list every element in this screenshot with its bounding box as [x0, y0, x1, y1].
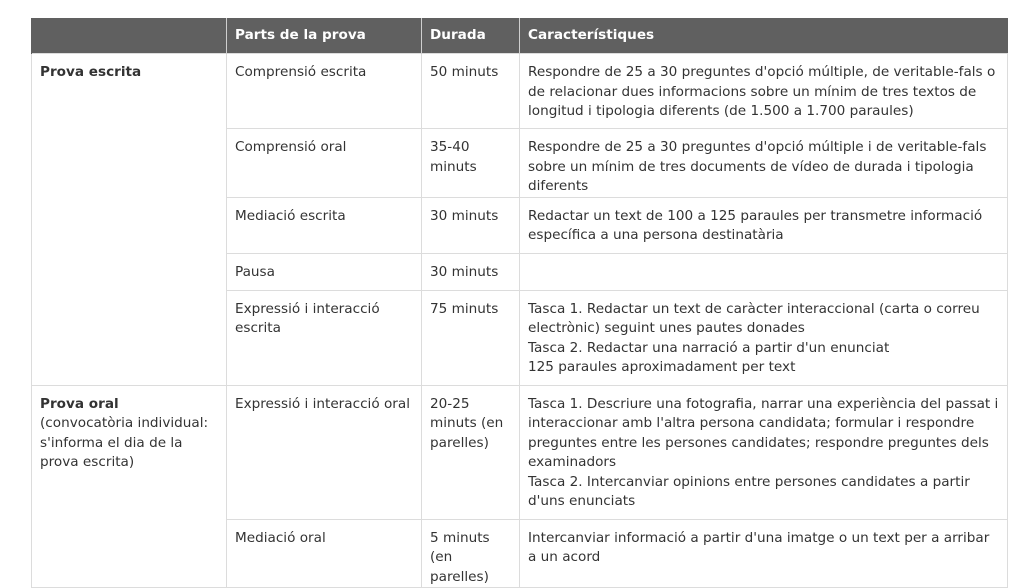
section-cell-oral — [32, 385, 227, 588]
part-cell: Comprensió escrita — [227, 54, 422, 129]
details-line: Respondre de 25 a 30 preguntes d'opció múltiple i de veritable-fals sobre un mínim de tres documents de vídeo de durada i tipologia diferents — [528, 139, 987, 194]
part-cell: Expressió i interacció oral — [227, 385, 422, 519]
details-cell — [520, 385, 1008, 519]
part-cell: Comprensió oral — [227, 129, 422, 198]
details-cell — [520, 197, 1008, 253]
details-cell — [520, 129, 1008, 198]
header-duration: Durada — [422, 18, 520, 54]
part-cell: Expressió i interacció escrita — [227, 290, 422, 385]
table-row — [32, 385, 1008, 519]
details-cell — [520, 54, 1008, 129]
duration-cell: 20-25 minuts (en parelles) — [422, 385, 520, 519]
duration-cell: 30 minuts — [422, 197, 520, 253]
section-title-oral: Prova oral — [40, 395, 119, 412]
header-parts: Parts de la prova — [227, 18, 422, 54]
duration-cell: 30 minuts — [422, 253, 520, 290]
duration-cell: 35-40 minuts — [422, 129, 520, 198]
section-note-oral: (convocatòria individual: s'informa el dia de la prova escrita) — [40, 415, 209, 470]
part-cell: Pausa — [227, 253, 422, 290]
part-cell: Mediació oral — [227, 519, 422, 588]
details-cell — [520, 290, 1008, 385]
details-cell — [520, 253, 1008, 290]
table-row — [32, 54, 1008, 129]
table-header-row — [32, 18, 1008, 54]
part-cell: Mediació escrita — [227, 197, 422, 253]
details-cell — [520, 519, 1008, 588]
details-line: 125 paraules aproximadament per text — [528, 359, 796, 375]
details-line: Tasca 1. Redactar un text de caràcter interaccional (carta o correu electrònic) seguint unes pautes donades — [528, 300, 980, 336]
details-line: Respondre de 25 a 30 preguntes d'opció múltiple, de veritable-fals o de relacionar dues informacions sobre un mínim de tres textos de longitud i tipologia diferents (de 1.500 a 1.700 paraules) — [528, 64, 996, 119]
section-cell-written — [32, 54, 227, 386]
details-line: Intercanviar informació a partir d'una imatge o un text per a arribar a un acord — [528, 529, 990, 565]
exam-structure-table — [31, 18, 1008, 588]
details-line: Tasca 1. Descriure una fotografia, narrar una experiència del passat i interaccionar amb l'altra persona candidata; formular i respondre preguntes entre les persones candidates; respondre preguntes dels examinadors — [528, 395, 999, 470]
exam-structure-table-container — [31, 18, 1007, 588]
duration-cell: 75 minuts — [422, 290, 520, 385]
duration-cell: 5 minuts (en parelles) — [422, 519, 520, 588]
details-line: Redactar un text de 100 a 125 paraules per transmetre informació específica a una persona destinatària — [528, 207, 983, 243]
header-section — [32, 18, 227, 54]
duration-cell: 50 minuts — [422, 54, 520, 129]
section-title-written: Prova escrita — [40, 64, 142, 80]
details-line: Tasca 2. Redactar una narració a partir d'un enunciat — [528, 339, 890, 356]
header-characteristics: Característiques — [520, 18, 1008, 54]
details-line: Tasca 2. Intercanviar opinions entre persones candidates a partir d'uns enunciats — [528, 473, 970, 509]
